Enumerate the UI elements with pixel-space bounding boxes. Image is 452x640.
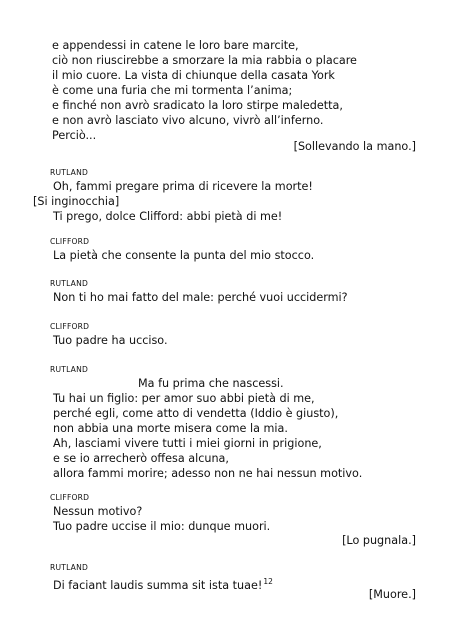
verse-line: Ah, lasciami vivere tutti i miei giorni in prigione, — [53, 437, 322, 450]
speaker-name: RUTLAND — [50, 168, 89, 177]
verse-line: Tuo padre uccise il mio: dunque muori. — [53, 520, 271, 533]
speaker-name: RUTLAND — [50, 365, 89, 374]
latin-text: Di faciant laudis summa sit ista tuae! — [53, 579, 263, 592]
verse-line: La pietà che consente la punta del mio stocco. — [53, 249, 315, 262]
speaker-name: RUTLAND — [50, 563, 89, 572]
verse-line-latin — [53, 575, 273, 593]
verse-line: Nessun motivo? — [53, 505, 143, 518]
verse-line: Non ti ho mai fatto del male: perché vuoi uccidermi? — [53, 291, 348, 304]
stage-direction: [Si inginocchia] — [33, 195, 120, 208]
verse-line: Oh, fammi pregare prima di ricevere la morte! — [53, 180, 313, 193]
footnote-marker[interactable]: 12 — [263, 577, 273, 586]
verse-line: Ma fu prima che nascessi. — [138, 377, 284, 390]
verse-line: non abbia una morte misera come la mia. — [53, 422, 288, 435]
verse-line: Tu hai un figlio: per amor suo abbi pietà di me, — [53, 392, 315, 405]
verse-line: allora fammi morire; adesso non ne hai nessun motivo. — [53, 467, 363, 480]
verse-line: Ti prego, dolce Clifford: abbi pietà di me! — [53, 210, 283, 223]
speaker-name: CLIFFORD — [50, 322, 90, 331]
speaker-name: RUTLAND — [50, 279, 89, 288]
speaker-name: CLIFFORD — [50, 493, 90, 502]
verse-line: Perciò... — [52, 129, 97, 142]
verse-line: e finché non avrò sradicato la loro stirpe maledetta, — [52, 99, 343, 112]
verse-line: e appendessi in catene le loro bare marcite, — [52, 39, 299, 52]
verse-line: e non avrò lasciato vivo alcuno, vivrò all’inferno. — [52, 114, 324, 127]
verse-line: ciò non riuscirebbe a smorzare la mia rabbia o placare — [52, 54, 357, 67]
verse-line: e se io arrecherò offesa alcuna, — [53, 452, 229, 465]
verse-line: è come una furia che mi tormenta l’anima; — [52, 84, 293, 97]
stage-direction: [Lo pugnala.] — [342, 534, 416, 547]
verse-line: il mio cuore. La vista di chiunque della casata York — [52, 69, 335, 82]
verse-line: Tuo padre ha ucciso. — [53, 334, 168, 347]
stage-direction: [Muore.] — [368, 588, 416, 601]
verse-line: perché egli, come atto di vendetta (Iddio è giusto), — [53, 407, 339, 420]
speaker-name: CLIFFORD — [50, 237, 90, 246]
stage-direction: [Sollevando la mano.] — [293, 140, 416, 153]
